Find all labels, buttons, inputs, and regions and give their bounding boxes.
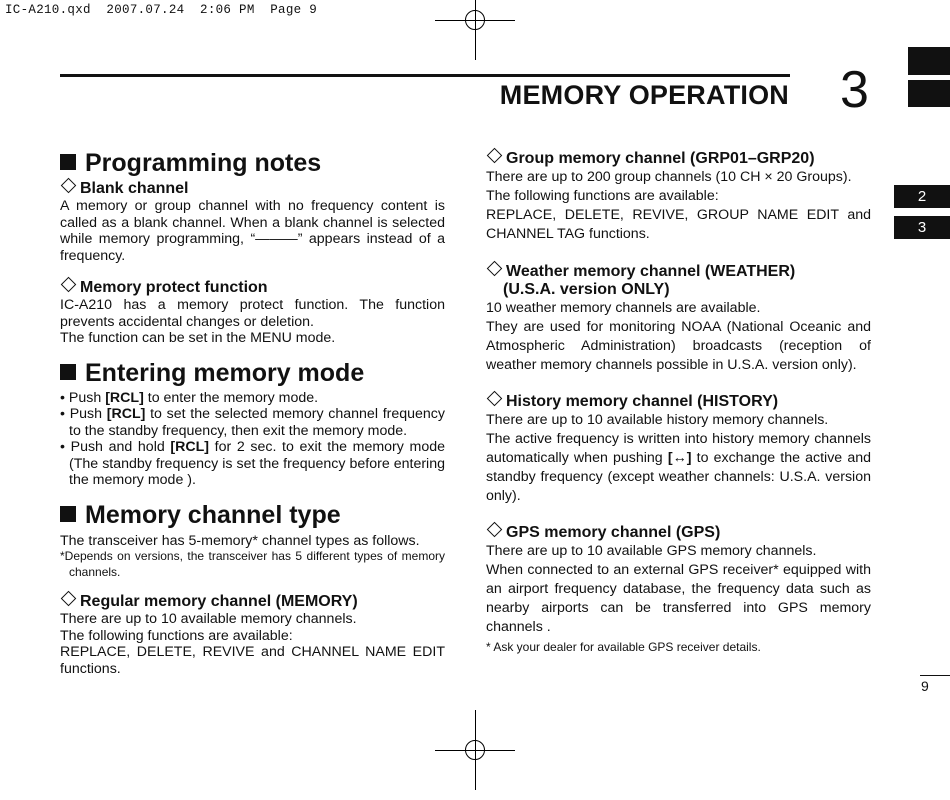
registration-mark-bottom [435,710,515,790]
diamond-icon [487,261,503,277]
chapter-number: 3 [840,61,869,119]
entering-bullet-list [60,390,445,489]
regular-memory-functions-intro: The following functions are available: [60,627,293,644]
subheading-memory-protect: Memory protect function [60,279,445,297]
page-number: 9 [921,678,929,694]
subheading-regular-memory: Regular memory channel (MEMORY) [60,593,445,611]
history-memory-text: The active frequency is written into history memory channels automatically when pushing [↔] to exchange the active and standby frequency (except weather channels: U.S.A. version only). [486,431,871,504]
gps-footnote: * Ask your dealer for available GPS receiver details. [486,640,761,654]
square-bullet-icon [60,364,76,380]
list-item: • Push and hold [RCL] for 2 sec. to exit the memory mode (The standby frequency is set the frequency before entering the memory mode ). [60,439,445,488]
section-heading-programming-notes: Programming notes [60,148,445,178]
square-bullet-icon [60,506,76,522]
subheading-weather-version: (U.S.A. version ONLY) [503,281,670,298]
section-heading-entering-memory-mode: Entering memory mode [60,358,445,388]
rcl-key-label: [RCL] [170,439,209,455]
chapter-title: MEMORY OPERATION [499,80,789,110]
memory-protect-text: IC-A210 has a memory protect function. The function prevents accidental changes or deletion. [60,297,445,330]
gps-memory-text: When connected to an external GPS receiver* equipped with an airport frequency database, the frequency data such as nearby airports can be transferred into GPS memory channels . [486,562,871,635]
blank-channel-text: A memory or group channel with no frequency content is called as a blank channel. When a blank channel is selected while memory programming, “———” appears instead of a frequency. [60,198,445,264]
chapter-tab-upper [908,47,950,75]
subheading-history-memory: History memory channel (HISTORY) [486,393,871,411]
registration-mark-top [435,0,515,60]
gps-memory-count: There are up to 10 available GPS memory channels. [486,543,817,559]
weather-memory-count: 10 weather memory channels are available. [486,300,761,316]
square-bullet-icon [60,154,76,170]
rcl-key-label: [RCL] [106,406,146,422]
list-item: • Push [RCL] to enter the memory mode. [60,389,319,406]
weather-memory-text: They are used for monitoring NOAA (National Oceanic and Atmospheric Administration) broadcasts (reception of weather memory channels possible in U.S.A. version only). [486,319,871,373]
memory-protect-menu-text: The function can be set in the MENU mode. [60,330,336,346]
group-memory-functions-intro: The following functions are available: [486,188,719,204]
channel-type-text: The transceiver has 5-memory* channel types as follows. [60,532,420,549]
channel-type-footnote: *Depends on versions, the transceiver has 5 different types of memory channels. [60,549,445,579]
right-column [486,150,871,656]
list-item: • Push [RCL] to set the selected memory channel frequency to the standby frequency, then exit the memory mode. [60,406,445,439]
group-memory-functions: REPLACE, DELETE, REVIVE, GROUP NAME EDIT and CHANNEL TAG functions. [486,207,871,242]
subheading-weather-memory: Weather memory channel (WEATHER) [486,263,871,281]
subheading-blank-channel: Blank channel [60,180,445,198]
diamond-icon [61,277,77,293]
left-column [60,148,445,677]
diamond-icon [61,591,77,607]
section-tab-3: 3 [894,216,950,239]
group-memory-count: There are up to 200 group channels (10 CH × 20 Groups). [486,169,852,185]
rcl-key-label: [RCL] [105,389,144,406]
regular-memory-count: There are up to 10 available memory channels. [60,611,357,627]
diamond-icon [487,391,503,407]
subheading-gps-memory: GPS memory channel (GPS) [486,524,871,542]
header-rule [60,74,790,77]
history-memory-count: There are up to 10 available history memory channels. [486,412,829,428]
page-number-rule [920,675,950,676]
file-slug: IC-A210.qxd 2007.07.24 2:06 PM Page 9 [5,3,318,17]
chapter-tab-lower [908,80,950,107]
diamond-icon [61,178,77,194]
swap-key-label: [↔] [667,450,692,466]
diamond-icon [487,522,503,538]
regular-memory-functions: REPLACE, DELETE, REVIVE and CHANNEL NAME EDIT functions. [60,644,445,677]
section-heading-memory-channel-type: Memory channel type [60,500,445,530]
diamond-icon [487,148,503,164]
section-tab-2: 2 [894,185,950,208]
subheading-group-memory: Group memory channel (GRP01–GRP20) [486,150,871,168]
